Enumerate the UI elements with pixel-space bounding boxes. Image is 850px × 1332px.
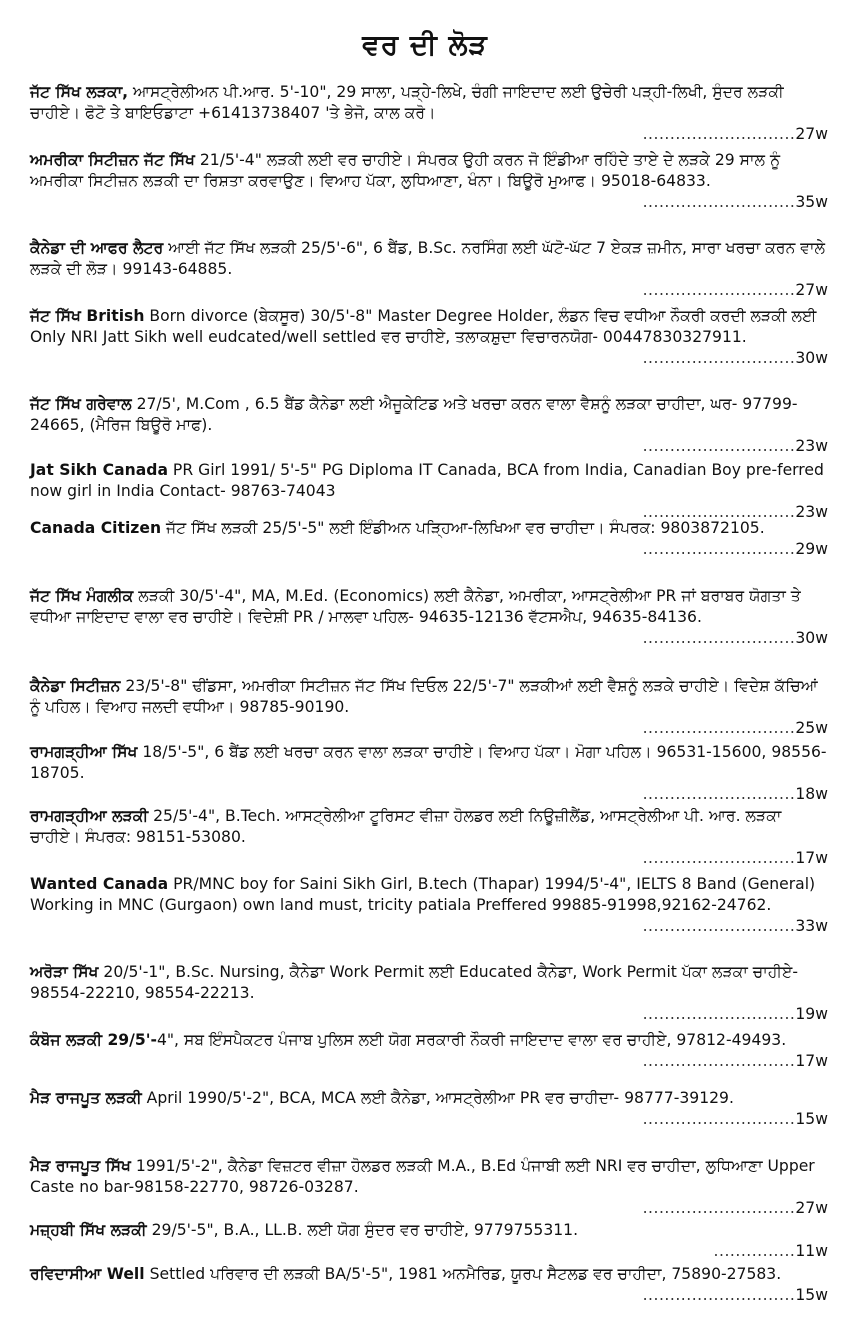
ad-leader-dots: ............................	[642, 785, 796, 803]
ad-entry	[30, 394, 828, 457]
ad-text	[30, 82, 828, 124]
ad-body: 18/5'-5", 6 ਬੈਂਡ ਲਈ ਖਰਚਾ ਕਰਨ ਵਾਲਾ ਲੜਕਾ ਚਾਹੀਏ। ਵਿਆਹ ਪੱਕਾ। ਮੋਗਾ ਪਹਿਲ। 96531-15600, 98556-18705.	[30, 743, 827, 782]
ad-body: 20/5'-1", B.Sc. Nursing, ਕੈਨੇਡਾ Work Permit ਲਈ Educated ਕੈਨੇਡਾ, Work Permit ਪੱਕਾ ਲੜਕਾ ਚਾਹੀਏ- 98554-22210, 98554-22213.	[30, 963, 798, 1002]
ad-entry	[30, 82, 828, 145]
ad-code: 17w	[795, 1052, 828, 1070]
ad-entry	[30, 586, 828, 649]
ad-code-line	[30, 539, 828, 560]
ad-leader-dots: ............................	[642, 540, 796, 558]
ad-entry	[30, 1264, 828, 1306]
ad-entry	[30, 238, 828, 301]
ad-code-line	[30, 192, 828, 213]
ad-body: 23/5'-8" ਢੀਂਡਸਾ, ਅਮਰੀਕਾ ਸਿਟੀਜ਼ਨ ਜੱਟ ਸਿੱਖ ਦਿਓਲ 22/5'-7" ਲੜਕੀਆਂ ਲਈ ਵੈਸ਼ਨੂੰ ਲੜਕੇ ਚਾਹੀਏ। ਵਿਦੇਸ਼ ਕੱਚਿਆਂ ਨੂੰ ਪਹਿਲ। ਵਿਆਹ ਜਲਦੀ ਵਧੀਆ। 98785-90190.	[30, 677, 818, 716]
ad-code: 15w	[795, 1286, 828, 1304]
ad-lead: ਜੱਟ ਸਿੱਖ ਗਰੇਵਾਲ	[30, 395, 132, 413]
ad-code-line	[30, 280, 828, 301]
ad-body: PR/MNC boy for Saini Sikh Girl, B.tech (Thapar) 1994/5'-4", IELTS 8 Band (General) Working in MNC (Gurgaon) own land must, tricity patiala Preffered 99885-91998,92162-24762.	[30, 875, 816, 914]
ad-text	[30, 676, 828, 718]
ad-body: 4", ਸਬ ਇੰਸਪੈਕਟਰ ਪੰਜਾਬ ਪੁਲਿਸ ਲਈ ਯੋਗ ਸਰਕਾਰੀ ਨੌਕਰੀ ਜਾਇਦਾਦ ਵਾਲਾ ਵਰ ਚਾਹੀਏ, 97812-49493.	[156, 1031, 787, 1049]
ad-leader-dots: ............................	[642, 193, 796, 211]
ad-leader-dots: ...............	[713, 1242, 796, 1260]
ad-text	[30, 874, 828, 916]
ad-code: 30w	[795, 349, 828, 367]
ad-lead: ਮੈੜ ਰਾਜਪੂਤ ਸਿੱਖ	[30, 1157, 131, 1175]
ad-body: PR Girl 1991/ 5'-5" PG Diploma IT Canada, BCA from India, Canadian Boy pre-ferred now girl in India Contact- 98763-74043	[30, 461, 824, 500]
ad-code: 27w	[795, 1199, 828, 1217]
ad-body: 25/5'-4", B.Tech. ਆਸਟ੍ਰੇਲੀਆ ਟੂਰਿਸਟ ਵੀਜ਼ਾ ਹੋਲਡਰ ਲਈ ਨਿਊਜ਼ੀਲੈਂਡ, ਆਸਟ੍ਰੇਲੀਆ ਪੀ. ਆਰ. ਲੜਕਾ ਚਾਹੀਏ। ਸੰਪਰਕ: 98151-53080.	[30, 807, 782, 846]
ad-entry	[30, 150, 828, 213]
ad-text	[30, 962, 828, 1004]
ad-lead: ਰਾਮਗੜ੍ਹੀਆ ਲੜਕੀ	[30, 807, 149, 825]
ad-code-line	[30, 1241, 828, 1262]
ad-code: 23w	[795, 437, 828, 455]
ad-leader-dots: ............................	[642, 503, 796, 521]
ad-body: 29/5'-5", B.A., LL.B. ਲਈ ਯੋਗ ਸੁੰਦਰ ਵਰ ਚਾਹੀਏ, 9779755311.	[146, 1221, 579, 1239]
ad-leader-dots: ............................	[642, 125, 796, 143]
ad-code-line	[30, 124, 828, 145]
ad-leader-dots: ............................	[642, 719, 796, 737]
ad-lead: Canada Citizen	[30, 519, 162, 537]
ad-entry	[30, 676, 828, 739]
ad-lead: ਮੈੜ ਰਾਜਪੂਤ ਲੜਕੀ	[30, 1089, 142, 1107]
ad-code-line	[30, 916, 828, 937]
ad-body: 27/5', M.Com , 6.5 ਬੈਂਡ ਕੈਨੇਡਾ ਲਈ ਐਜੂਕੇਟਿਡ ਅਤੇ ਖਰਚਾ ਕਰਨ ਵਾਲਾ ਵੈਸ਼ਨੂੰ ਲੜਕਾ ਚਾਹੀਦਾ, ਘਰ- 97799-24665, (ਮੈਰਿਜ ਬਿਊਰੋ ਮਾਫ).	[30, 395, 798, 434]
ad-text	[30, 1264, 828, 1285]
ad-body: Settled ਪਰਿਵਾਰ ਦੀ ਲੜਕੀ BA/5'-5", 1981 ਅਨਮੈਰਿਡ, ਯੂਰਪ ਸੈਟਲਡ ਵਰ ਚਾਹੀਦਾ, 75890-27583.	[144, 1265, 782, 1283]
ad-text	[30, 150, 828, 192]
ad-leader-dots: ............................	[642, 1052, 796, 1070]
ad-code: 30w	[795, 629, 828, 647]
ad-code: 23w	[795, 503, 828, 521]
ad-leader-dots: ............................	[642, 281, 796, 299]
ad-code-line	[30, 718, 828, 739]
ad-lead: ਰਾਮਗੜ੍ਹੀਆ ਸਿੱਖ	[30, 743, 138, 761]
ad-lead: Wanted Canada	[30, 875, 169, 893]
ad-code: 18w	[795, 785, 828, 803]
ad-text	[30, 742, 828, 784]
ad-text	[30, 238, 828, 280]
ad-body: April 1990/5'-2", BCA, MCA ਲਈ ਕੈਨੇਡਾ, ਆਸਟ੍ਰੇਲੀਆ PR ਵਰ ਚਾਹੀਦਾ- 98777-39129.	[141, 1089, 734, 1107]
ad-text	[30, 518, 828, 539]
ad-code: 35w	[795, 193, 828, 211]
ad-leader-dots: ............................	[642, 1005, 796, 1023]
ad-code-line	[30, 1004, 828, 1025]
ad-leader-dots: ............................	[642, 917, 796, 935]
ad-leader-dots: ............................	[642, 1199, 796, 1217]
ad-code: 27w	[795, 281, 828, 299]
ad-code-line	[30, 784, 828, 805]
ad-body: Born divorce (ਬੇਕਸੂਰ) 30/5'-8" Master Degree Holder, ਲੰਡਨ ਵਿਚ ਵਧੀਆ ਨੌਕਰੀ ਕਰਦੀ ਲੜਕੀ ਲਈ Only NRI Jatt Sikh well eudcated/well settled ਵਰ ਚਾਹੀਏ, ਤਲਾਕਸ਼ੁਦਾ ਵਿਚਾਰਨਯੋਗ- 00447830327911.	[30, 307, 817, 346]
ad-code: 19w	[795, 1005, 828, 1023]
ad-lead: ਮਜ਼੍ਹਬੀ ਸਿੱਖ ਲੜਕੀ	[30, 1221, 147, 1239]
ad-code-line	[30, 1198, 828, 1219]
ad-code: 33w	[795, 917, 828, 935]
ad-entry	[30, 1030, 828, 1072]
ad-code-line	[30, 628, 828, 649]
ad-body: ਲੜਕੀ 30/5'-4", MA, M.Ed. (Economics) ਲਈ ਕੈਨੇਡਾ, ਅਮਰੀਕਾ, ਆਸਟ੍ਰੇਲੀਆ PR ਜਾਂ ਬਰਾਬਰ ਯੋਗਤਾ ਤੇ ਵਧੀਆ ਜਾਇਦਾਦ ਵਾਲਾ ਵਰ ਚਾਹੀਏ। ਵਿਦੇਸ਼ੀ PR / ਮਾਲਵਾ ਪਹਿਲ- 94635-12136 ਵੱਟਸਐਪ, 94635-84136.	[30, 587, 801, 626]
ad-entry	[30, 1088, 828, 1130]
ad-leader-dots: ............................	[642, 849, 796, 867]
ad-body: 21/5'-4" ਲੜਕੀ ਲਈ ਵਰ ਚਾਹੀਏ। ਸੰਪਰਕ ਉਹੀ ਕਰਨ ਜੋ ਇੰਡੀਆ ਰਹਿੰਦੇ ਤਾਏ ਦੇ ਲੜਕੇ 29 ਸਾਲ ਨੂੰ ਅਮਰੀਕਾ ਸਿਟੀਜ਼ਨ ਲੜਕੀ ਦਾ ਰਿਸ਼ਤਾ ਕਰਵਾਉਣ। ਵਿਆਹ ਪੱਕਾ, ਲੁਧਿਆਣਾ, ਖੰਨਾ। ਬਿਊਰੋ ਮੁਆਫ। 95018-64833.	[30, 151, 781, 190]
ad-text	[30, 1220, 828, 1241]
ad-leader-dots: ............................	[642, 1110, 796, 1128]
ad-text	[30, 1030, 828, 1051]
ad-lead: Jat Sikh Canada	[30, 461, 168, 479]
ad-entry	[30, 518, 828, 560]
ad-code: 17w	[795, 849, 828, 867]
ad-entry	[30, 1220, 828, 1262]
ad-lead: ਕੈਨੇਡਾ ਸਿਟੀਜ਼ਨ	[30, 677, 121, 695]
ad-code-line	[30, 1051, 828, 1072]
ad-code: 25w	[795, 719, 828, 737]
ad-lead: ਰਵਿਦਾਸੀਆ Well	[30, 1265, 145, 1283]
ad-lead: ਕੰਬੋਜ ਲੜਕੀ 29/5'-	[30, 1031, 157, 1049]
ad-text	[30, 306, 828, 348]
ad-code-line	[30, 848, 828, 869]
ad-code-line	[30, 436, 828, 457]
ad-entry	[30, 874, 828, 937]
ad-lead: ਅਮਰੀਕਾ ਸਿਟੀਜ਼ਨ ਜੱਟ ਸਿੱਖ	[30, 151, 195, 169]
page-title: ਵਰ ਦੀ ਲੋੜ	[362, 28, 488, 61]
ad-lead: ਜੱਟ ਸਿੱਖ ਮੰਗਲੀਕ	[30, 587, 134, 605]
ad-code: 27w	[795, 125, 828, 143]
ad-body: ਆਸਟ੍ਰੇਲੀਅਨ ਪੀ.ਆਰ. 5'-10", 29 ਸਾਲਾ, ਪੜ੍ਹੇ-ਲਿਖੇ, ਚੰਗੀ ਜਾਇਦਾਦ ਲਈ ਉਚੇਰੀ ਪੜ੍ਹੀ-ਲਿਖੀ, ਸੁੰਦਰ ਲੜਕੀ ਚਾਹੀਏ। ਫੋਟੋ ਤੇ ਬਾਇਓਡਾਟਾ +61413738407 'ਤੇ ਭੇਜੋ, ਕਾਲ ਕਰੋ।	[30, 83, 784, 122]
ad-body: ਆਈ ਜੱਟ ਸਿੱਖ ਲੜਕੀ 25/5'-6", 6 ਬੈਂਡ, B.Sc. ਨਰਸਿੰਗ ਲਈ ਘੱਟੋ-ਘੱਟ 7 ਏਕੜ ਜ਼ਮੀਨ, ਸਾਰਾ ਖਰਚਾ ਕਰਨ ਵਾਲੇ ਲੜਕੇ ਦੀ ਲੋੜ। 99143-64885.	[30, 239, 826, 278]
ad-lead: ਜੱਟ ਸਿੱਖ ਲੜਕਾ,	[30, 83, 129, 101]
ad-entry	[30, 962, 828, 1025]
ad-leader-dots: ............................	[642, 437, 796, 455]
ad-leader-dots: ............................	[642, 349, 796, 367]
ad-entry	[30, 306, 828, 369]
ad-code-line	[30, 1109, 828, 1130]
ad-text	[30, 1088, 828, 1109]
ad-entry	[30, 806, 828, 869]
ad-body: 1991/5'-2", ਕੈਨੇਡਾ ਵਿਜ਼ਟਰ ਵੀਜ਼ਾ ਹੋਲਡਰ ਲੜਕੀ M.A., B.Ed ਪੰਜਾਬੀ ਲਈ NRI ਵਰ ਚਾਹੀਦਾ, ਲੁਧਿਆਣਾ Upper Caste no bar-98158-22770, 98726-03287.	[30, 1157, 815, 1196]
ad-lead: ਜੱਟ ਸਿੱਖ British	[30, 307, 145, 325]
ad-leader-dots: ............................	[642, 1286, 796, 1304]
ad-code: 11w	[795, 1242, 828, 1260]
ad-code-line	[30, 348, 828, 369]
ad-body: ਜੱਟ ਸਿੱਖ ਲੜਕੀ 25/5'-5" ਲਈ ਇੰਡੀਅਨ ਪੜ੍ਹਿਆ-ਲਿਖਿਆ ਵਰ ਚਾਹੀਦਾ। ਸੰਪਰਕ: 9803872105.	[161, 519, 765, 537]
ad-code-line	[30, 1285, 828, 1306]
ad-lead: ਕੈਨੇਡਾ ਦੀ ਆਫਰ ਲੈਟਰ	[30, 239, 164, 257]
ad-lead: ਅਰੋੜਾ ਸਿੱਖ	[30, 963, 99, 981]
ad-text	[30, 394, 828, 436]
ad-leader-dots: ............................	[642, 629, 796, 647]
ad-entry	[30, 1156, 828, 1219]
ad-entry	[30, 460, 828, 523]
ad-text	[30, 586, 828, 628]
ad-code: 29w	[795, 540, 828, 558]
ad-text	[30, 1156, 828, 1198]
ad-entry	[30, 742, 828, 805]
ad-code: 15w	[795, 1110, 828, 1128]
ad-text	[30, 460, 828, 502]
ad-text	[30, 806, 828, 848]
